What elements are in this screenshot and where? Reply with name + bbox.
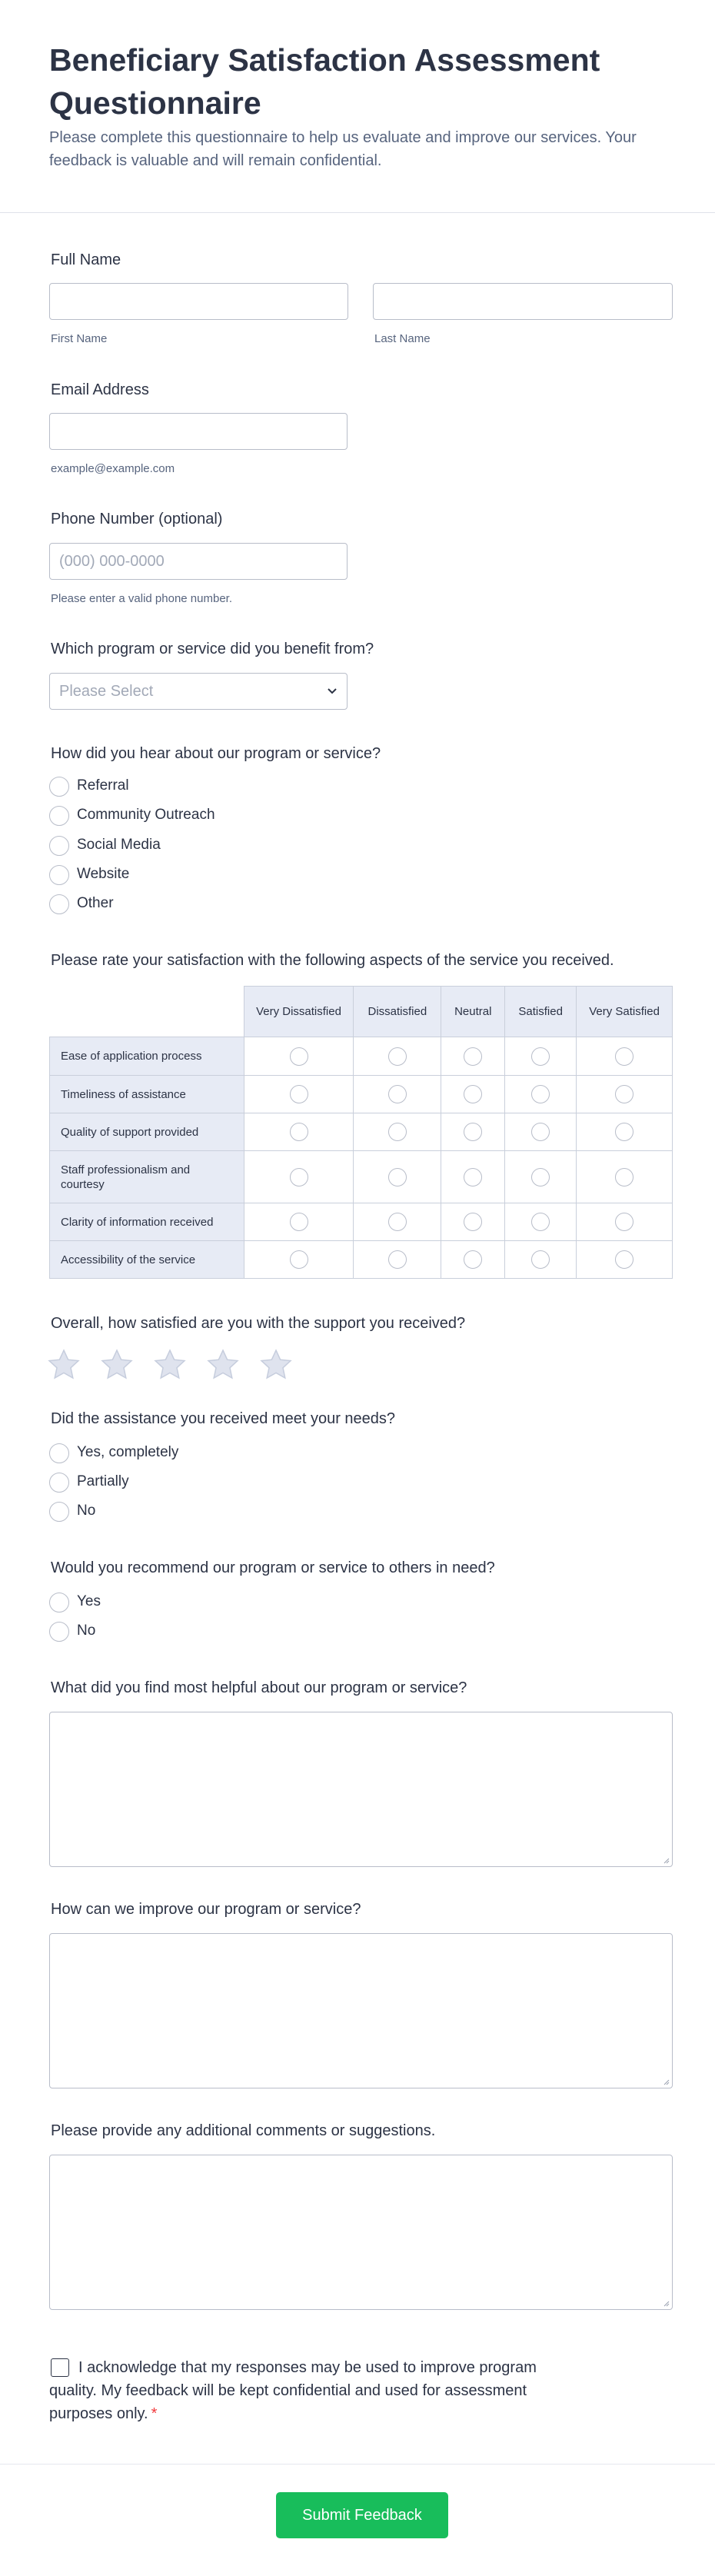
matrix-radio[interactable] [388, 1123, 407, 1141]
star-icon[interactable] [154, 1349, 186, 1380]
star-icon[interactable] [260, 1349, 292, 1380]
acknowledge-label [49, 2356, 587, 2425]
program-select[interactable] [49, 673, 348, 710]
radio-button[interactable] [49, 894, 69, 914]
matrix-row [50, 1203, 673, 1241]
matrix-row [50, 1113, 673, 1151]
matrix-radio[interactable] [464, 1085, 482, 1103]
matrix-radio[interactable] [615, 1168, 634, 1186]
radio-button[interactable] [49, 1622, 69, 1642]
matrix-row-label: Staff professionalism and courtesy [50, 1151, 244, 1203]
matrix-radio[interactable] [290, 1250, 308, 1269]
matrix-radio[interactable] [388, 1250, 407, 1269]
matrix-radio[interactable] [290, 1123, 308, 1141]
email-label: Email Address [51, 381, 149, 398]
matrix-row [50, 1151, 673, 1203]
helpful-textarea[interactable] [49, 1712, 673, 1867]
matrix-radio[interactable] [615, 1213, 634, 1231]
matrix-column-header: Very Satisfied [577, 987, 673, 1037]
matrix-radio[interactable] [290, 1168, 308, 1186]
matrix-radio[interactable] [615, 1047, 634, 1066]
resize-grip-icon[interactable] [662, 2299, 670, 2307]
star-icon[interactable] [48, 1349, 80, 1380]
heard-label: How did you hear about our program or service? [51, 745, 381, 762]
matrix-radio[interactable] [464, 1168, 482, 1186]
full-name-label: Full Name [51, 251, 121, 268]
chevron-down-icon [327, 687, 338, 695]
radio-button[interactable] [49, 1502, 69, 1522]
matrix-label: Please rate your satisfaction with the following aspects of the service you received. [51, 952, 614, 969]
matrix-radio[interactable] [531, 1123, 550, 1141]
radio-label: Partially [77, 1473, 129, 1489]
matrix-column-header: Neutral [441, 987, 505, 1037]
program-label: Which program or service did you benefit from? [51, 641, 374, 657]
matrix-radio[interactable] [615, 1123, 634, 1141]
radio-label: Website [77, 866, 130, 882]
radio-button[interactable] [49, 1473, 69, 1493]
submit-button[interactable]: Submit Feedback [276, 2492, 448, 2538]
matrix-radio[interactable] [531, 1250, 550, 1269]
star-icon[interactable] [101, 1349, 133, 1380]
email-input[interactable] [49, 413, 348, 450]
matrix-radio[interactable] [531, 1085, 550, 1103]
matrix-row [50, 1037, 673, 1076]
radio-button[interactable] [49, 1593, 69, 1612]
radio-button[interactable] [49, 836, 69, 856]
resize-grip-icon[interactable] [662, 2078, 670, 2085]
needs-label: Did the assistance you received meet your needs? [51, 1410, 396, 1427]
matrix-row-label: Accessibility of the service [50, 1241, 244, 1279]
radio-label: No [77, 1503, 96, 1519]
overall-label: Overall, how satisfied are you with the support you received? [51, 1315, 466, 1332]
email-sublabel: example@example.com [51, 462, 175, 475]
radio-button[interactable] [49, 865, 69, 885]
matrix-radio[interactable] [464, 1047, 482, 1066]
comments-textarea[interactable] [49, 2155, 673, 2310]
matrix-column-header: Dissatisfied [354, 987, 441, 1037]
helpful-label: What did you find most helpful about our program or service? [51, 1679, 467, 1696]
program-select-value: Please Select [59, 683, 154, 700]
radio-label: Other [77, 895, 114, 911]
last-name-input[interactable] [373, 283, 673, 320]
resize-grip-icon[interactable] [662, 1856, 670, 1864]
first-name-sublabel: First Name [51, 332, 108, 345]
phone-sublabel: Please enter a valid phone number. [51, 592, 232, 605]
form-subtitle: Please complete this questionnaire to help us evaluate and improve our services. Your feedback is valuable and will remain confidential. [49, 129, 637, 169]
radio-label: Yes [77, 1593, 101, 1609]
matrix-radio[interactable] [531, 1168, 550, 1186]
radio-label: No [77, 1622, 96, 1639]
matrix-radio[interactable] [615, 1085, 634, 1103]
matrix-corner [50, 987, 244, 1037]
matrix-radio[interactable] [464, 1213, 482, 1231]
matrix-radio[interactable] [388, 1047, 407, 1066]
improve-textarea[interactable] [49, 1933, 673, 2088]
matrix-column-header: Very Dissatisfied [244, 987, 354, 1037]
matrix-row [50, 1076, 673, 1113]
phone-label: Phone Number (optional) [51, 511, 223, 528]
matrix-radio[interactable] [388, 1213, 407, 1231]
radio-button[interactable] [49, 1443, 69, 1463]
radio-label: Community Outreach [77, 807, 215, 823]
matrix-radio[interactable] [464, 1250, 482, 1269]
radio-button[interactable] [49, 806, 69, 826]
radio-button[interactable] [49, 777, 69, 797]
required-asterisk: * [151, 2405, 158, 2422]
phone-input[interactable] [49, 543, 348, 580]
matrix-radio[interactable] [388, 1085, 407, 1103]
matrix-row-label: Timeliness of assistance [50, 1076, 244, 1113]
radio-label: Social Media [77, 837, 161, 853]
matrix-radio[interactable] [464, 1123, 482, 1141]
acknowledge-text: I acknowledge that my responses may be used to improve program quality. My feedback will be kept confidential and used for assessment purposes only. [49, 2359, 537, 2422]
satisfaction-matrix [49, 986, 673, 1279]
matrix-radio[interactable] [388, 1168, 407, 1186]
matrix-radio[interactable] [615, 1250, 634, 1269]
matrix-radio[interactable] [290, 1085, 308, 1103]
matrix-row-label: Ease of application process [50, 1037, 244, 1076]
phone-placeholder: (000) 000-0000 [59, 553, 165, 570]
matrix-row-label: Quality of support provided [50, 1113, 244, 1151]
matrix-row [50, 1241, 673, 1279]
radio-label: Yes, completely [77, 1444, 179, 1460]
matrix-radio[interactable] [531, 1047, 550, 1066]
matrix-radio[interactable] [290, 1047, 308, 1066]
matrix-column-header: Satisfied [505, 987, 577, 1037]
improve-label: How can we improve our program or service? [51, 1901, 361, 1918]
first-name-input[interactable] [49, 283, 348, 320]
star-icon[interactable] [207, 1349, 239, 1380]
form-footer [0, 2464, 715, 2576]
recommend-label: Would you recommend our program or service to others in need? [51, 1559, 495, 1576]
comments-label: Please provide any additional comments or suggestions. [51, 2122, 436, 2139]
matrix-radio[interactable] [290, 1213, 308, 1231]
last-name-sublabel: Last Name [374, 332, 431, 345]
form-title: Beneficiary Satisfaction Assessment Questionnaire [49, 42, 600, 121]
matrix-radio[interactable] [531, 1213, 550, 1231]
radio-label: Referral [77, 777, 129, 794]
form-header [0, 0, 715, 213]
matrix-row-label: Clarity of information received [50, 1203, 244, 1241]
